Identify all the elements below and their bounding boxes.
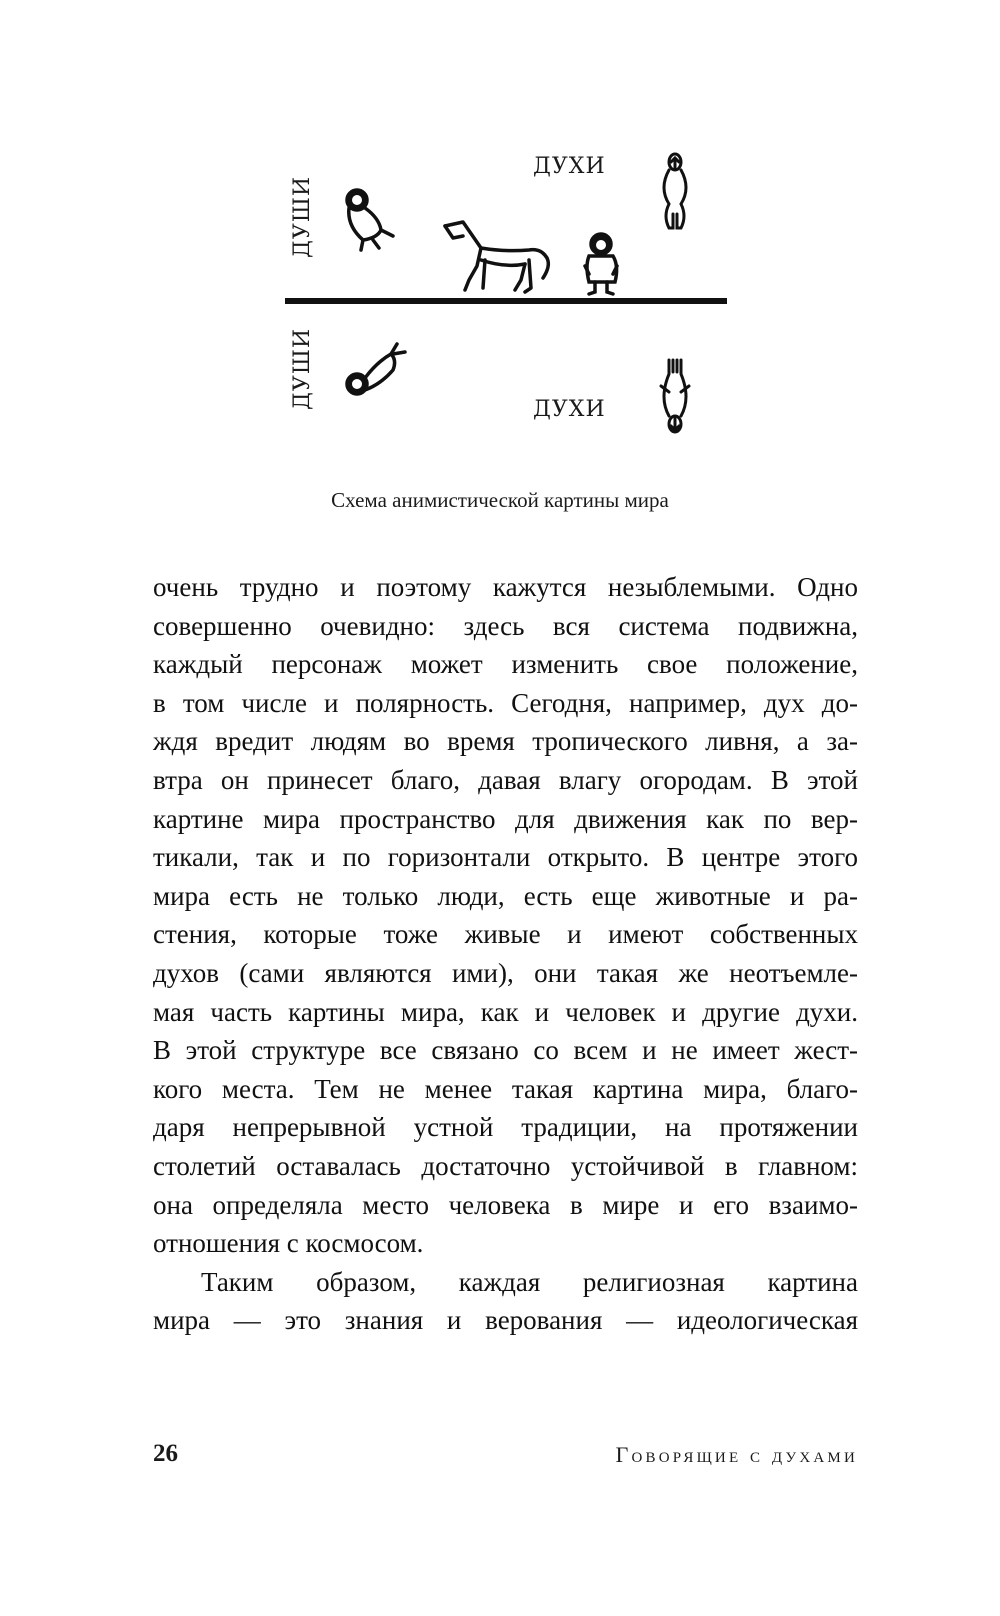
lower-soul-icon <box>347 344 405 394</box>
lower-spirit-icon <box>661 360 689 432</box>
text-line: стения, которые тоже живые и имеют собственных <box>153 919 858 950</box>
text-line: отношения с космосом. <box>153 1228 424 1259</box>
text-line: мира — это знания и верования — идеологическая <box>153 1305 858 1336</box>
text-line: духов (сами являются ими), они такая же неотъемле- <box>153 957 858 988</box>
text-line: она определяла место человека в мире и его взаимо- <box>153 1189 858 1220</box>
body-paragraphs <box>153 568 858 1340</box>
upper-spirit-icon <box>664 154 686 228</box>
text-line: кого места. Тем не менее такая картина мира, благо- <box>153 1073 858 1104</box>
horse-icon <box>445 222 548 292</box>
figure-caption: Схема анимистической картины мира <box>331 488 669 512</box>
animistic-world-diagram <box>285 148 745 448</box>
text-line: втра он принесет благо, давая влагу огородам. В этой <box>153 764 858 795</box>
text-line: картине мира пространство для движения как по вер- <box>153 803 858 834</box>
text-line: даря непрерывной устной традиции, на протяжении <box>153 1112 858 1143</box>
text-line: столетий оставалась достаточно устойчивой в главном: <box>153 1150 858 1181</box>
text-line: мая часть картины мира, как и человек и другие духи. <box>153 996 858 1027</box>
text-line: совершенно очевидно: здесь вся система подвижна, <box>153 610 858 641</box>
running-title: Говорящие с духами <box>615 1442 858 1467</box>
text-line: В этой структуре все связано со всем и не имеет жест- <box>153 1035 858 1066</box>
text-line: очень трудно и поэтому кажутся незыблемыми. Одно <box>153 572 858 602</box>
diagram-svg <box>285 148 745 448</box>
text-line: в том числе и полярность. Сегодня, например, дух до- <box>153 687 858 718</box>
text-line: Таким образом, каждая религиозная картина <box>201 1266 858 1297</box>
text-line: мира есть не только люди, есть еще животные и ра- <box>153 880 858 911</box>
souls-lower-label: ДУШИ <box>290 327 315 410</box>
upper-soul-icon <box>347 190 393 250</box>
spirits-upper-label: ДУХИ <box>533 154 606 179</box>
human-icon <box>585 234 617 294</box>
text-line: тикали, так и по горизонтали открыто. В центре этого <box>153 842 858 873</box>
text-line: каждый персонаж может изменить свое положение, <box>153 649 858 680</box>
text-line: ждя вредит людям во время тропического ливня, а за- <box>153 726 858 757</box>
souls-upper-label: ДУШИ <box>290 175 315 258</box>
page-number: 26 <box>153 1440 178 1467</box>
spirits-lower-label: ДУХИ <box>533 397 606 422</box>
earth-line <box>285 298 727 304</box>
